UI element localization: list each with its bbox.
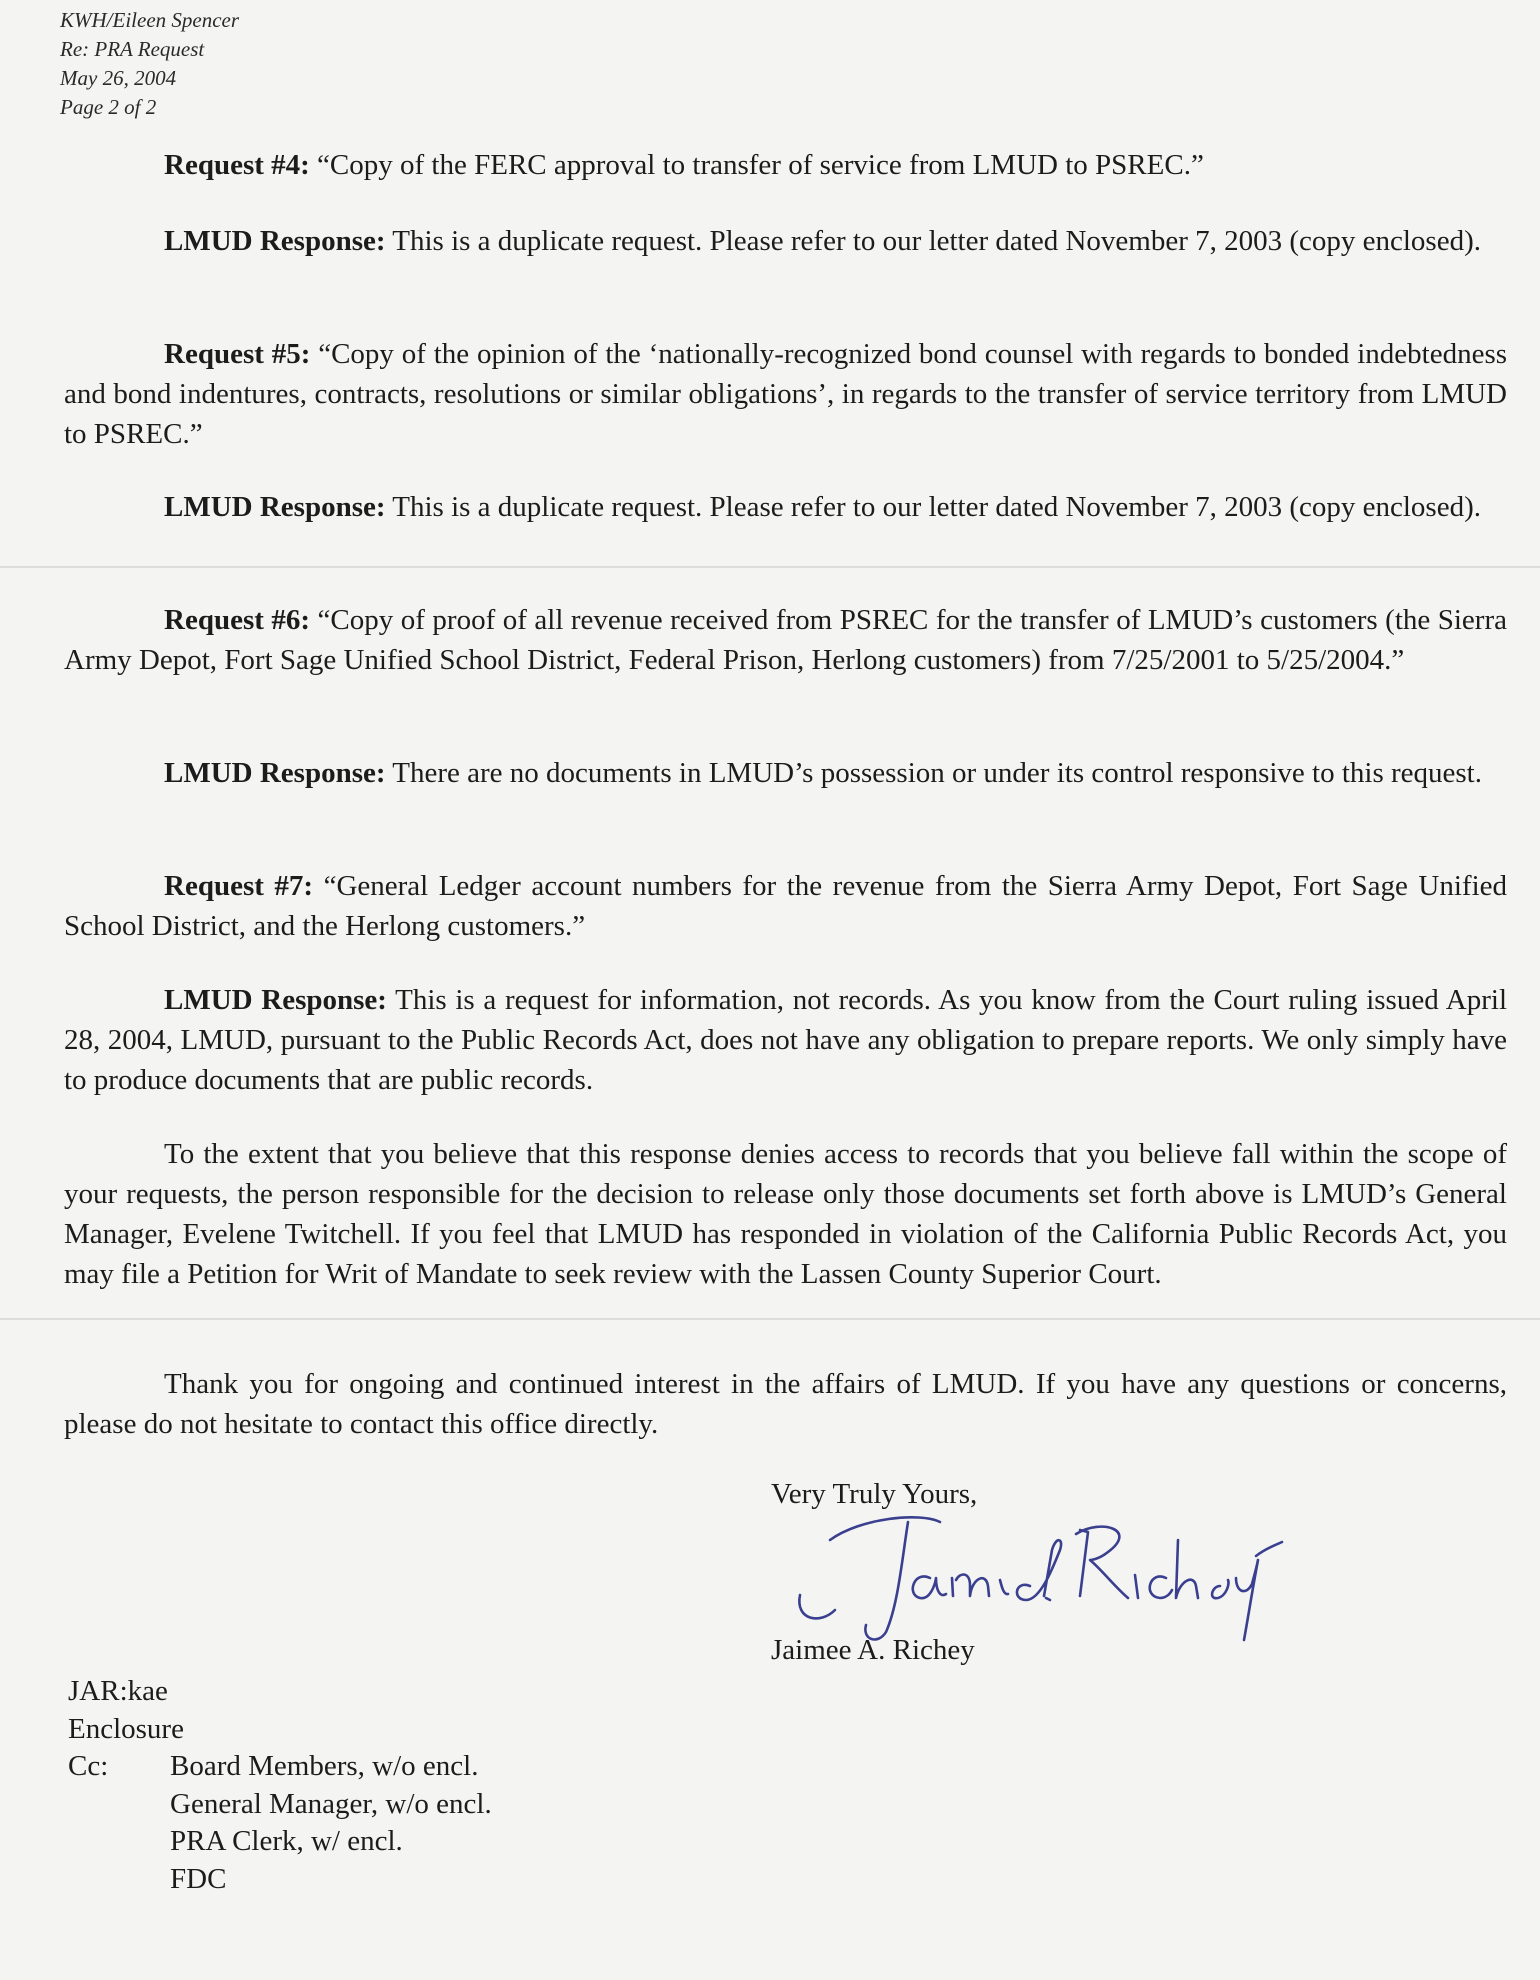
paragraph-text: To the extent that you believe that this response denies access to records that you believe fall within the scope of your requests, the person responsible for the decision to release only those documents set forth above is LMUD’s General Manager, Evelene Twitchell. If you feel that LMUD has responded in violation of the California Public Records Act, you may file a Petition for Writ of Mandate to seek review with the Lassen County Superior Court.: [64, 1138, 1507, 1290]
header-recipient: KWH/Eileen Spencer: [60, 8, 240, 32]
typist-initials: JAR:kae: [68, 1675, 168, 1707]
paragraph-request-6: [64, 600, 1507, 680]
letter-header: [60, 6, 239, 122]
paragraph-response-7: [64, 980, 1507, 1100]
paragraph-review-rights: [64, 1134, 1507, 1294]
paragraph-text: This is a duplicate request. Please refer to our letter dated November 7, 2003 (copy enclosed).: [385, 491, 1481, 523]
paragraph-label: LMUD Response:: [164, 757, 386, 789]
cc-recipient: General Manager, w/o encl.: [170, 1787, 492, 1820]
cc-row: [68, 1861, 492, 1899]
paragraph-label: Request #4:: [164, 149, 310, 181]
cc-label: Cc:: [68, 1750, 109, 1782]
closing-salutation: Very Truly Yours,: [771, 1478, 978, 1510]
paragraph-request-4: [64, 145, 1507, 185]
paragraph-text: “Copy of proof of all revenue received from PSREC for the transfer of LMUD’s customers (the Sierra Army Depot, Fort Sage Unified School District, Federal Prison, Herlong customers) from 7/25/2001 to 5/25/2004.”: [64, 604, 1507, 676]
paragraph-label: Request #6:: [164, 604, 311, 636]
paragraph-text: There are no documents in LMUD’s possession or under its control responsive to this request.: [385, 757, 1482, 789]
paragraph-response-4: [64, 221, 1507, 261]
header-page-number: Page 2 of 2: [60, 95, 157, 119]
cc-recipient: PRA Clerk, w/ encl.: [170, 1825, 403, 1857]
paragraph-request-5: [64, 334, 1507, 454]
paragraph-thank-you: [64, 1364, 1507, 1444]
paragraph-text: “General Ledger account numbers for the revenue from the Sierra Army Depot, Fort Sage Unified School District, and the Herlong customers.”: [64, 870, 1508, 942]
signer-name: Jaimee A. Richey: [771, 1634, 975, 1666]
paragraph-response-6: [64, 753, 1507, 793]
paragraph-label: LMUD Response:: [164, 984, 387, 1016]
paragraph-label: LMUD Response:: [164, 225, 386, 257]
paragraph-label: Request #5:: [164, 338, 311, 370]
enclosure-note: Enclosure: [68, 1712, 184, 1745]
paragraph-text: “Copy of the opinion of the ‘nationally-recognized bond counsel with regards to bonded indebtedness and bond indentures, contracts, resolutions or similar obligations’, in regards to the transfer of service territory from LMUD to PSREC.”: [64, 338, 1508, 450]
cc-recipient: Board Members, w/o encl.: [170, 1750, 479, 1782]
cc-recipient: FDC: [170, 1862, 227, 1895]
paragraph-text: Thank you for ongoing and continued interest in the affairs of LMUD. If you have any questions or concerns, please do not hesitate to contact this office directly.: [64, 1368, 1507, 1440]
paragraph-text: This is a duplicate request. Please refer to our letter dated November 7, 2003 (copy enclosed).: [385, 225, 1481, 257]
paragraph-response-5: [64, 487, 1507, 527]
paragraph-text: This is a request for information, not records. As you know from the Court ruling issued April 28, 2004, LMUD, pursuant to the Public Records Act, does not have any obligation to prepare reports. We only simply have to produce documents that are public records.: [64, 984, 1508, 1096]
paper-fold-line: [0, 566, 1540, 568]
handwritten-signature: [790, 1500, 1290, 1650]
cc-row: [68, 1823, 492, 1861]
header-subject: Re: PRA Request: [60, 37, 205, 61]
paragraph-label: LMUD Response:: [164, 491, 386, 523]
letter-footer: [68, 1673, 492, 1898]
header-date: May 26, 2004: [60, 66, 177, 90]
paragraph-label: Request #7:: [164, 870, 314, 902]
paragraph-request-7: [64, 866, 1507, 946]
paragraph-text: “Copy of the FERC approval to transfer of service from LMUD to PSREC.”: [309, 149, 1204, 181]
paper-fold-line: [0, 1318, 1540, 1320]
cc-row: [68, 1748, 492, 1786]
cc-row: [68, 1786, 492, 1824]
